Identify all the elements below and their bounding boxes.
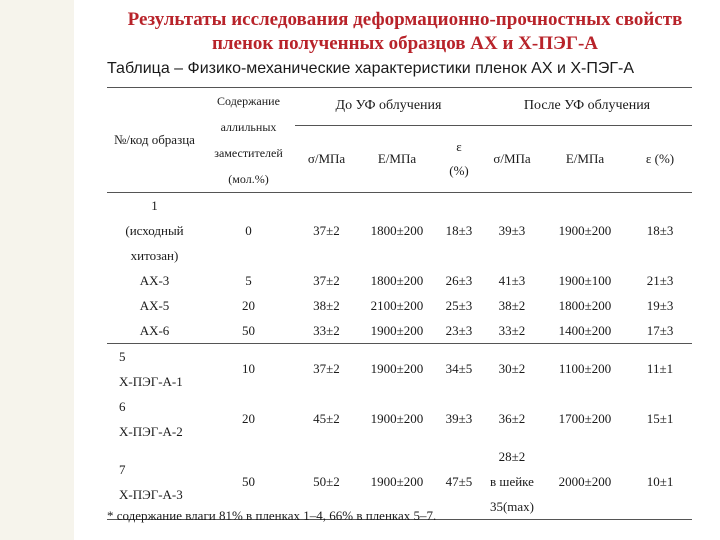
sigma-after-cell: 39±3 [498,222,526,238]
header-sigma-after: σ/МПа [482,125,542,193]
header-allyl-content-line: аллильных [220,120,277,134]
eps-after-cell: 11±1 [628,344,692,395]
e-before-cell: 1800±200 [370,272,424,288]
header-sample-no: №/код образца [107,88,202,193]
sigma-after-cell: 36±2 [498,411,526,426]
sample-cell-line: 7 [119,461,126,477]
table-header [107,88,692,193]
eps-after-cell: 15±1 [646,411,674,426]
header-allyl-content-line: Содержание [217,94,280,108]
sample-cell-line: 5 [119,349,126,364]
table-row [107,394,692,444]
eps-before-cell: 39±3 [445,411,473,426]
sample-cell [107,344,202,395]
sigma-before-cell: 45±2 [313,411,340,426]
e-before-cell: 2100±200 [370,297,424,313]
sigma-after-cell: 30±2 [482,344,542,395]
table-row [107,293,692,318]
e-before-cell: 1800±200 [370,222,424,238]
header-e-before: E/МПа [358,125,436,193]
table-row [107,318,692,344]
e-before-cell: 1900±200 [370,322,424,338]
eps-after-cell: 17±3 [646,322,674,338]
e-after-cell: 2000±200 [558,473,612,489]
slide-side-band [0,0,74,540]
e-after-cell: 1100±200 [542,344,628,395]
properties-table-container [107,87,692,520]
sigma-before-cell: 37±2 [295,344,358,395]
e-before-cell: 1900±200 [370,411,424,426]
sigma-after-cell-line: в шейке [490,474,534,489]
header-allyl-content-line: заместителей [214,146,283,160]
header-eps-before-symbol: ε [456,138,462,154]
slide-title-line-2: пленок полученных образцов АХ и Х-ПЭГ-А [211,33,599,54]
sample-cell [107,394,202,444]
eps-before-cell: 26±3 [445,272,473,288]
table-row [107,344,692,395]
sample-cell-line: Х-ПЭГ-А-2 [119,424,183,439]
table-row [107,193,692,269]
header-allyl-content [202,88,295,193]
sample-cell: АХ-3 [139,273,170,288]
allyl-cell: 0 [245,222,252,238]
eps-before-cell: 34±5 [436,344,482,395]
eps-before-cell: 23±3 [445,322,473,338]
sigma-before-cell: 37±2 [313,222,340,238]
header-before-uv: До УФ облучения [295,88,482,126]
sample-cell-line: хитозан) [130,248,179,263]
eps-before-cell: 47±5 [445,473,473,489]
sigma-before-cell: 37±2 [313,272,340,288]
eps-after-cell: 18±3 [646,222,674,238]
sigma-after-cell: 33±2 [498,322,526,338]
eps-after-cell: 19±3 [646,297,674,313]
header-eps-before-unit: (%) [449,162,469,178]
eps-before-cell: 25±3 [445,297,473,313]
e-after-cell: 1800±200 [558,297,612,313]
sample-cell: АХ-5 [139,298,170,313]
header-eps-before [436,125,482,193]
sigma-before-cell: 50±2 [313,473,340,489]
sample-cell: АХ-6 [139,323,170,338]
header-sigma-before: σ/МПа [295,125,358,193]
sample-cell-line: 6 [119,399,126,414]
header-after-uv: После УФ облучения [482,88,692,126]
header-e-after: E/МПа [542,125,628,193]
e-after-cell: 1700±200 [558,411,612,426]
sample-cell-line: 1 [151,198,158,213]
sigma-after-cell-line: 35(max) [489,499,535,514]
allyl-cell: 10 [202,344,295,395]
allyl-cell: 50 [242,473,255,489]
eps-after-cell: 10±1 [646,473,674,489]
table-row [107,268,692,293]
header-allyl-content-line: (мол.%) [228,172,269,186]
sigma-after-cell-line: 28±2 [498,449,526,464]
e-before-cell: 1900±200 [370,473,424,489]
slide-title [95,8,715,56]
allyl-cell: 20 [242,411,255,426]
table-body [107,193,692,520]
sigma-after-cell [482,444,542,520]
eps-before-cell: 18±3 [445,222,473,238]
eps-after-cell: 21±3 [646,272,674,288]
sigma-before-cell: 33±2 [313,322,340,338]
e-after-cell: 1900±100 [558,272,612,288]
header-eps-after: ε (%) [628,125,692,193]
allyl-cell: 5 [245,272,252,288]
slide-title-line-1: Результаты исследования деформационно-прочностных свойств [127,9,683,30]
sample-cell [107,193,202,269]
sample-cell-line: Х-ПЭГ-А-1 [119,374,183,389]
e-before-cell: 1900±200 [358,344,436,395]
table-footnote: * содержание влаги 81% в пленках 1–4, 66% в пленках 5–7. [107,508,437,523]
sample-cell-line: Х-ПЭГ-А-3 [119,486,183,502]
e-after-cell: 1400±200 [558,322,612,338]
sample-cell-line: (исходный [125,223,184,238]
properties-table [107,87,692,520]
table-caption: Таблица – Физико-механические характеристики пленок АХ и Х-ПЭГ-А [107,60,634,77]
allyl-cell: 50 [242,322,255,338]
e-after-cell: 1900±200 [558,222,612,238]
allyl-cell: 20 [242,297,255,313]
sigma-after-cell: 38±2 [498,297,526,313]
sigma-after-cell: 41±3 [498,272,526,288]
sigma-before-cell: 38±2 [313,297,340,313]
